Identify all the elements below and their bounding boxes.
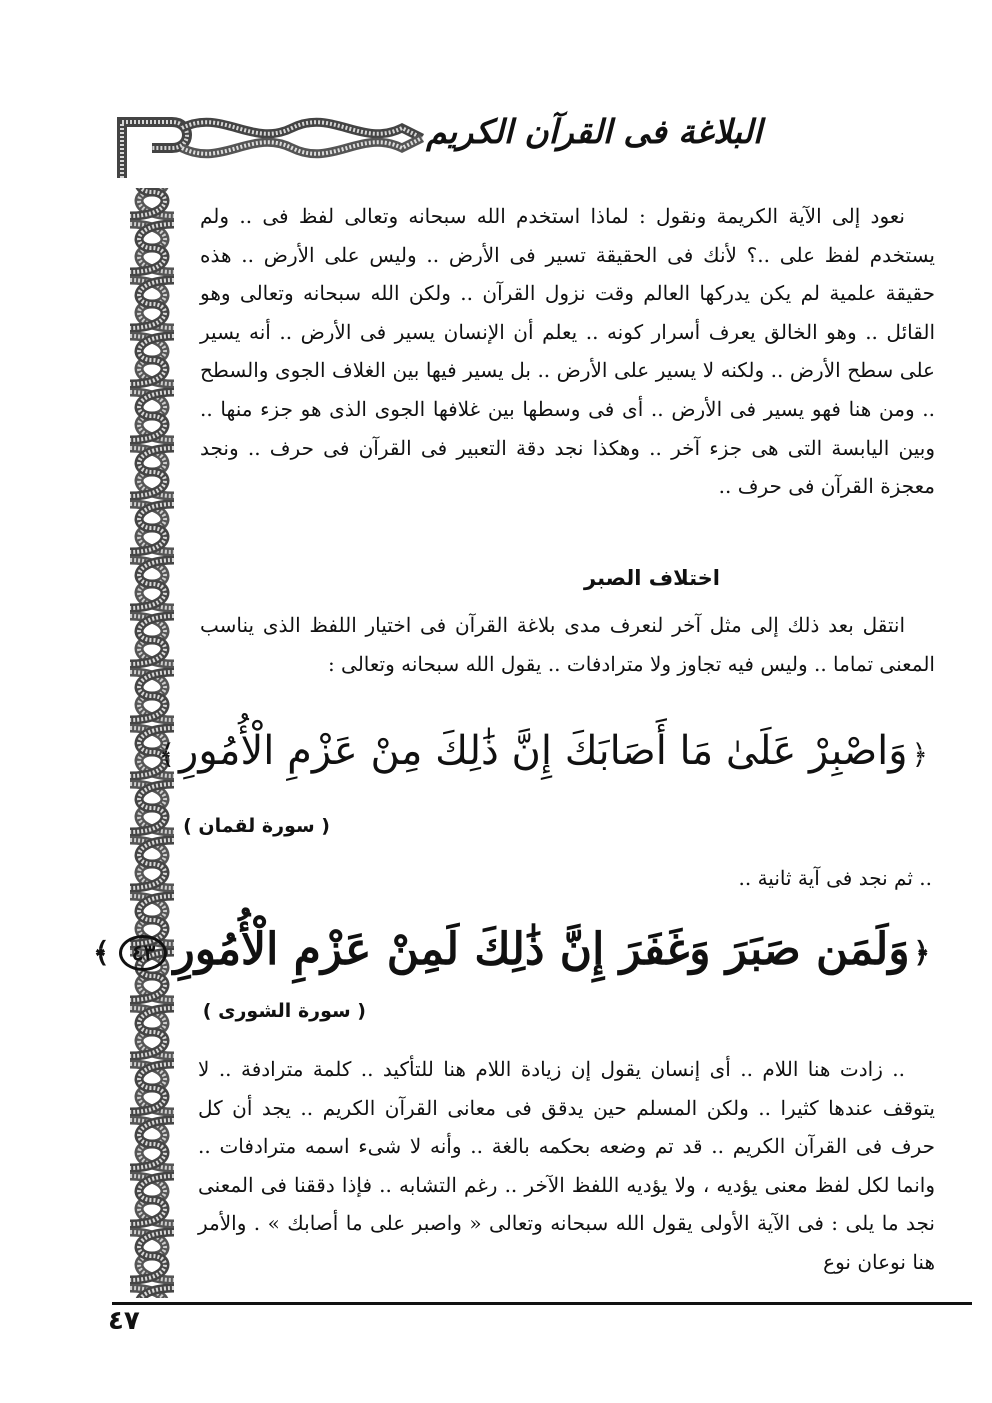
paragraph-intro <box>200 197 935 506</box>
verse-text: وَاصْبِرْ عَلَىٰ مَا أَصَابَكَ إِنَّ ذَٰلِكَ مِنْ عَزْمِ الْأُمُورِ <box>179 728 908 774</box>
paragraph-analysis <box>198 1050 935 1282</box>
quran-verse-2 <box>89 924 934 975</box>
quran-verse-1 <box>155 728 932 774</box>
footer-rule <box>112 1302 972 1305</box>
top-corner-ornament <box>112 108 432 188</box>
paragraph-text: .. زادت هنا اللام .. أى إنسان يقول إن زيادة اللام هنا للتأكيد .. كلمة مترادفة .. لا يتوقف عندها كثيرا .. ولكن المسلم حين يدقق فى معانى القرآن الكريم .. يجد أن كل حرف فى القرآن الكريم .. قد تم وضعه بحكمه بالغة .. وأنه لا شىء اسمه مترادفات .. وانما لكل لفظ معنى يؤديه ، ولا يؤديه اللفظ الآخر .. رغم التشابه .. فإذا دققنا فى المعنى نجد ما يلى : فى الآية الأولى يقول الله سبحانه وتعالى « واصبر على ما أصابك » . والأمر هنا نوعان نوع <box>198 1057 935 1274</box>
verse-open-bracket-icon: ﴿ <box>911 737 928 771</box>
page-title: البلاغة فى القرآن الكريم <box>426 112 762 151</box>
paragraph-text: انتقل بعد ذلك إلى مثل آخر لنعرف مدى بلاغة القرآن فى اختيار اللفظ الذى يناسب المعنى تماما .. وليس فيه تجاوز ولا مترادفات .. يقول الله سبحانه وتعالى : <box>200 613 935 676</box>
ornamental-border <box>112 108 192 1298</box>
verse-close-bracket-icon: ﴾ <box>93 936 110 969</box>
surah-reference-luqman: ( سورة لقمان ) <box>183 815 330 837</box>
verse-open-bracket-icon: ﴿ <box>913 936 930 969</box>
section-heading: اختلاف الصبر <box>584 566 720 590</box>
paragraph-example <box>200 606 935 683</box>
verse-text: وَلَمَن صَبَرَ وَغَفَرَ إِنَّ ذَٰلِكَ لَمِنْ عَزْمِ الْأُمُورِ <box>173 924 910 975</box>
surah-reference-shura: ( سورة الشورى ) <box>202 1000 366 1022</box>
verse-number-badge: ٤٣ <box>119 935 167 971</box>
verse-intro-text: .. ثم نجد فى آية ثانية .. <box>738 866 932 890</box>
paragraph-text: نعود إلى الآية الكريمة ونقول : لماذا استخدم الله سبحانه وتعالى لفظ فى .. ولم يستخدم لفظ على ..؟ لأنك فى الحقيقة تسير فى الأرض .. وليس على الأرض .. هذه حقيقة علمية لم يكن يدركها العالم وقت نزول القرآن .. ولكن الله سبحانه وتعالى وهو القائل .. وهو الخالق يعرف أسرار كونه .. يعلم أن الإنسان يسير فى الأرض .. أنه يسير على سطح الأرض .. ولكنه لا يسير على الأرض .. بل يسير فيها بين الغلاف الجوى والسطح .. ومن هنا فهو يسير فى الأرض .. أى فى وسطها بين غلافها الجوى الذى هو جزء منها .. وبين اليابسة التى هى جزء آخر .. وهكذا نجد دقة التعبير فى القرآن فى حرف .. ونجد معجزة القرآن فى حرف .. <box>200 204 935 499</box>
page-number: ٤٧ <box>108 1306 140 1336</box>
verse-close-bracket-icon: ﴾ <box>158 737 176 771</box>
